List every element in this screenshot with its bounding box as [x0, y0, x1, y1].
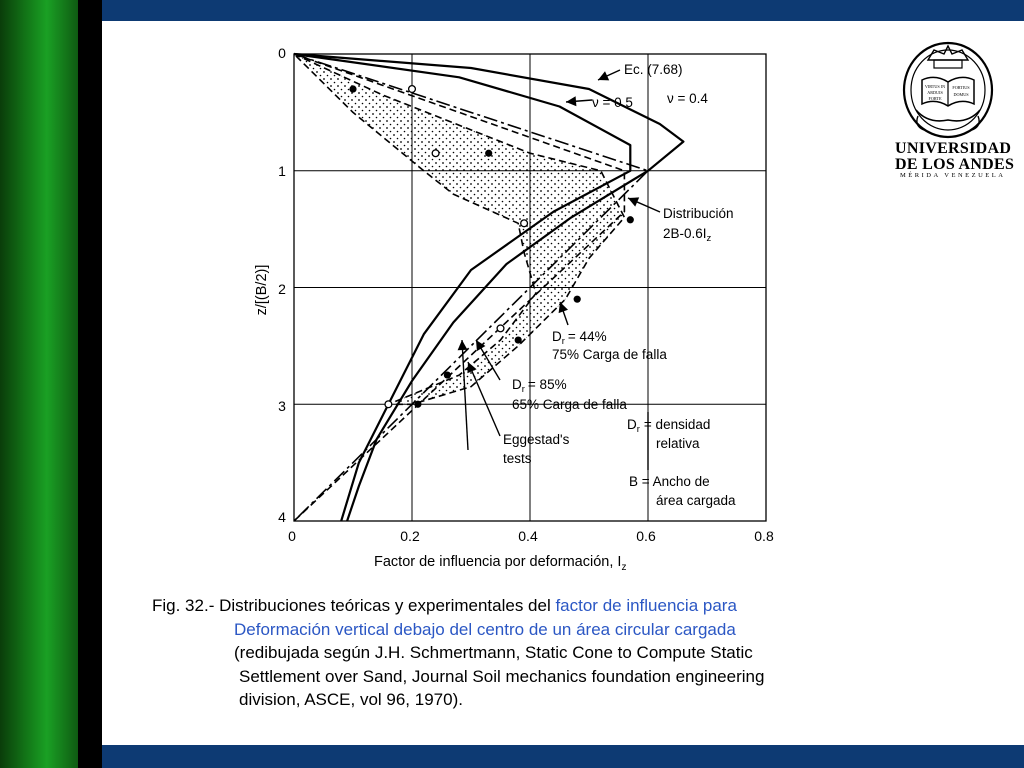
y-tick-3: 3	[278, 398, 286, 414]
arrow-head-1	[566, 96, 576, 106]
x-tick-3: 0.6	[636, 528, 656, 544]
marker-filled-2	[627, 216, 634, 223]
label-area: área cargada	[656, 493, 736, 508]
x-tick-4: 0.8	[754, 528, 774, 544]
label-2b: $2B-0.6I_z$	[663, 226, 712, 244]
y-axis-label: z/[(B/2)]	[254, 264, 270, 316]
marker-open-0	[409, 86, 416, 93]
x-tick-2: 0.4	[518, 528, 538, 544]
label-tests: tests	[503, 451, 532, 466]
marker-filled-3	[574, 296, 581, 303]
caption-line-5: division, ASCE, vol 96, 1970).	[239, 690, 463, 710]
caption-line-2: Deformación vertical debajo del centro de un área circular cargada	[234, 619, 736, 639]
marker-filled-6	[414, 401, 421, 408]
label-relativa: relativa	[656, 436, 700, 451]
university-seal-icon	[904, 43, 992, 137]
marker-open-3	[497, 325, 504, 332]
label-65: 65% Carga de falla	[512, 397, 627, 412]
caption-line-3: (redibujada según J.H. Schmertmann, Static Cone to Compute Static	[234, 643, 753, 663]
marker-open-1	[432, 150, 439, 157]
label-ec768: Ec. (7.68)	[624, 62, 683, 77]
marker-filled-4	[515, 336, 522, 343]
label-eggestad: Eggestad's	[503, 432, 570, 447]
svg-text:FORTE: FORTE	[928, 96, 942, 101]
caption-highlight: factor de influencia para	[555, 596, 737, 615]
marker-filled-5	[444, 371, 451, 378]
y-tick-0: 0	[278, 45, 286, 61]
label-b-def: B = Ancho de	[629, 474, 710, 489]
label-dr85: $D_r = 85\%$	[512, 377, 567, 395]
caption-line-4: Settlement over Sand, Journal Soil mechanics foundation engineering	[239, 666, 765, 686]
svg-text:FORTIUS: FORTIUS	[952, 85, 970, 90]
svg-text:VIRTUS IN: VIRTUS IN	[924, 84, 946, 89]
marker-filled-1	[485, 150, 492, 157]
label-distribucion: Distribución	[663, 206, 734, 221]
label-75: 75% Carga de falla	[552, 347, 667, 362]
logo-title-line1: UNIVERSIDAD	[895, 140, 1012, 157]
logo-title-line2: DE LOS ANDES	[895, 156, 1015, 173]
label-dr44: $D_r = 44\%$	[552, 329, 607, 347]
y-tick-2: 2	[278, 281, 286, 297]
label-nu04: ν = 0.4	[667, 91, 708, 106]
marker-open-4	[385, 401, 392, 408]
arrow-head-3	[559, 302, 568, 313]
y-tick-labels	[278, 45, 286, 525]
y-tick-1: 1	[278, 163, 286, 179]
x-tick-1: 0.2	[400, 528, 420, 544]
label-nu05: ν = 0.5	[592, 95, 633, 110]
svg-text:DOMUS: DOMUS	[953, 92, 969, 97]
arrow-line-6	[462, 340, 468, 450]
arrow-head-4	[476, 340, 485, 351]
svg-text:ARDUIS: ARDUIS	[927, 90, 943, 95]
y-tick-4: 4	[278, 509, 286, 525]
arrow-head-6	[458, 340, 468, 350]
x-tick-labels	[288, 528, 774, 544]
marker-open-2	[521, 220, 528, 227]
label-dr-def: $D_r$ = densidad	[627, 417, 711, 435]
logo-subtitle: MÉRIDA VENEZUELA	[900, 172, 1006, 179]
figure-caption	[152, 594, 764, 712]
marker-filled-0	[349, 85, 356, 92]
x-axis-label: Factor de influencia por deformación, $I_z$	[374, 554, 627, 573]
x-tick-0: 0	[288, 528, 296, 544]
caption-line-1: Fig. 32.- Distribuciones teóricas y experimentales del factor de influencia para	[152, 596, 737, 615]
